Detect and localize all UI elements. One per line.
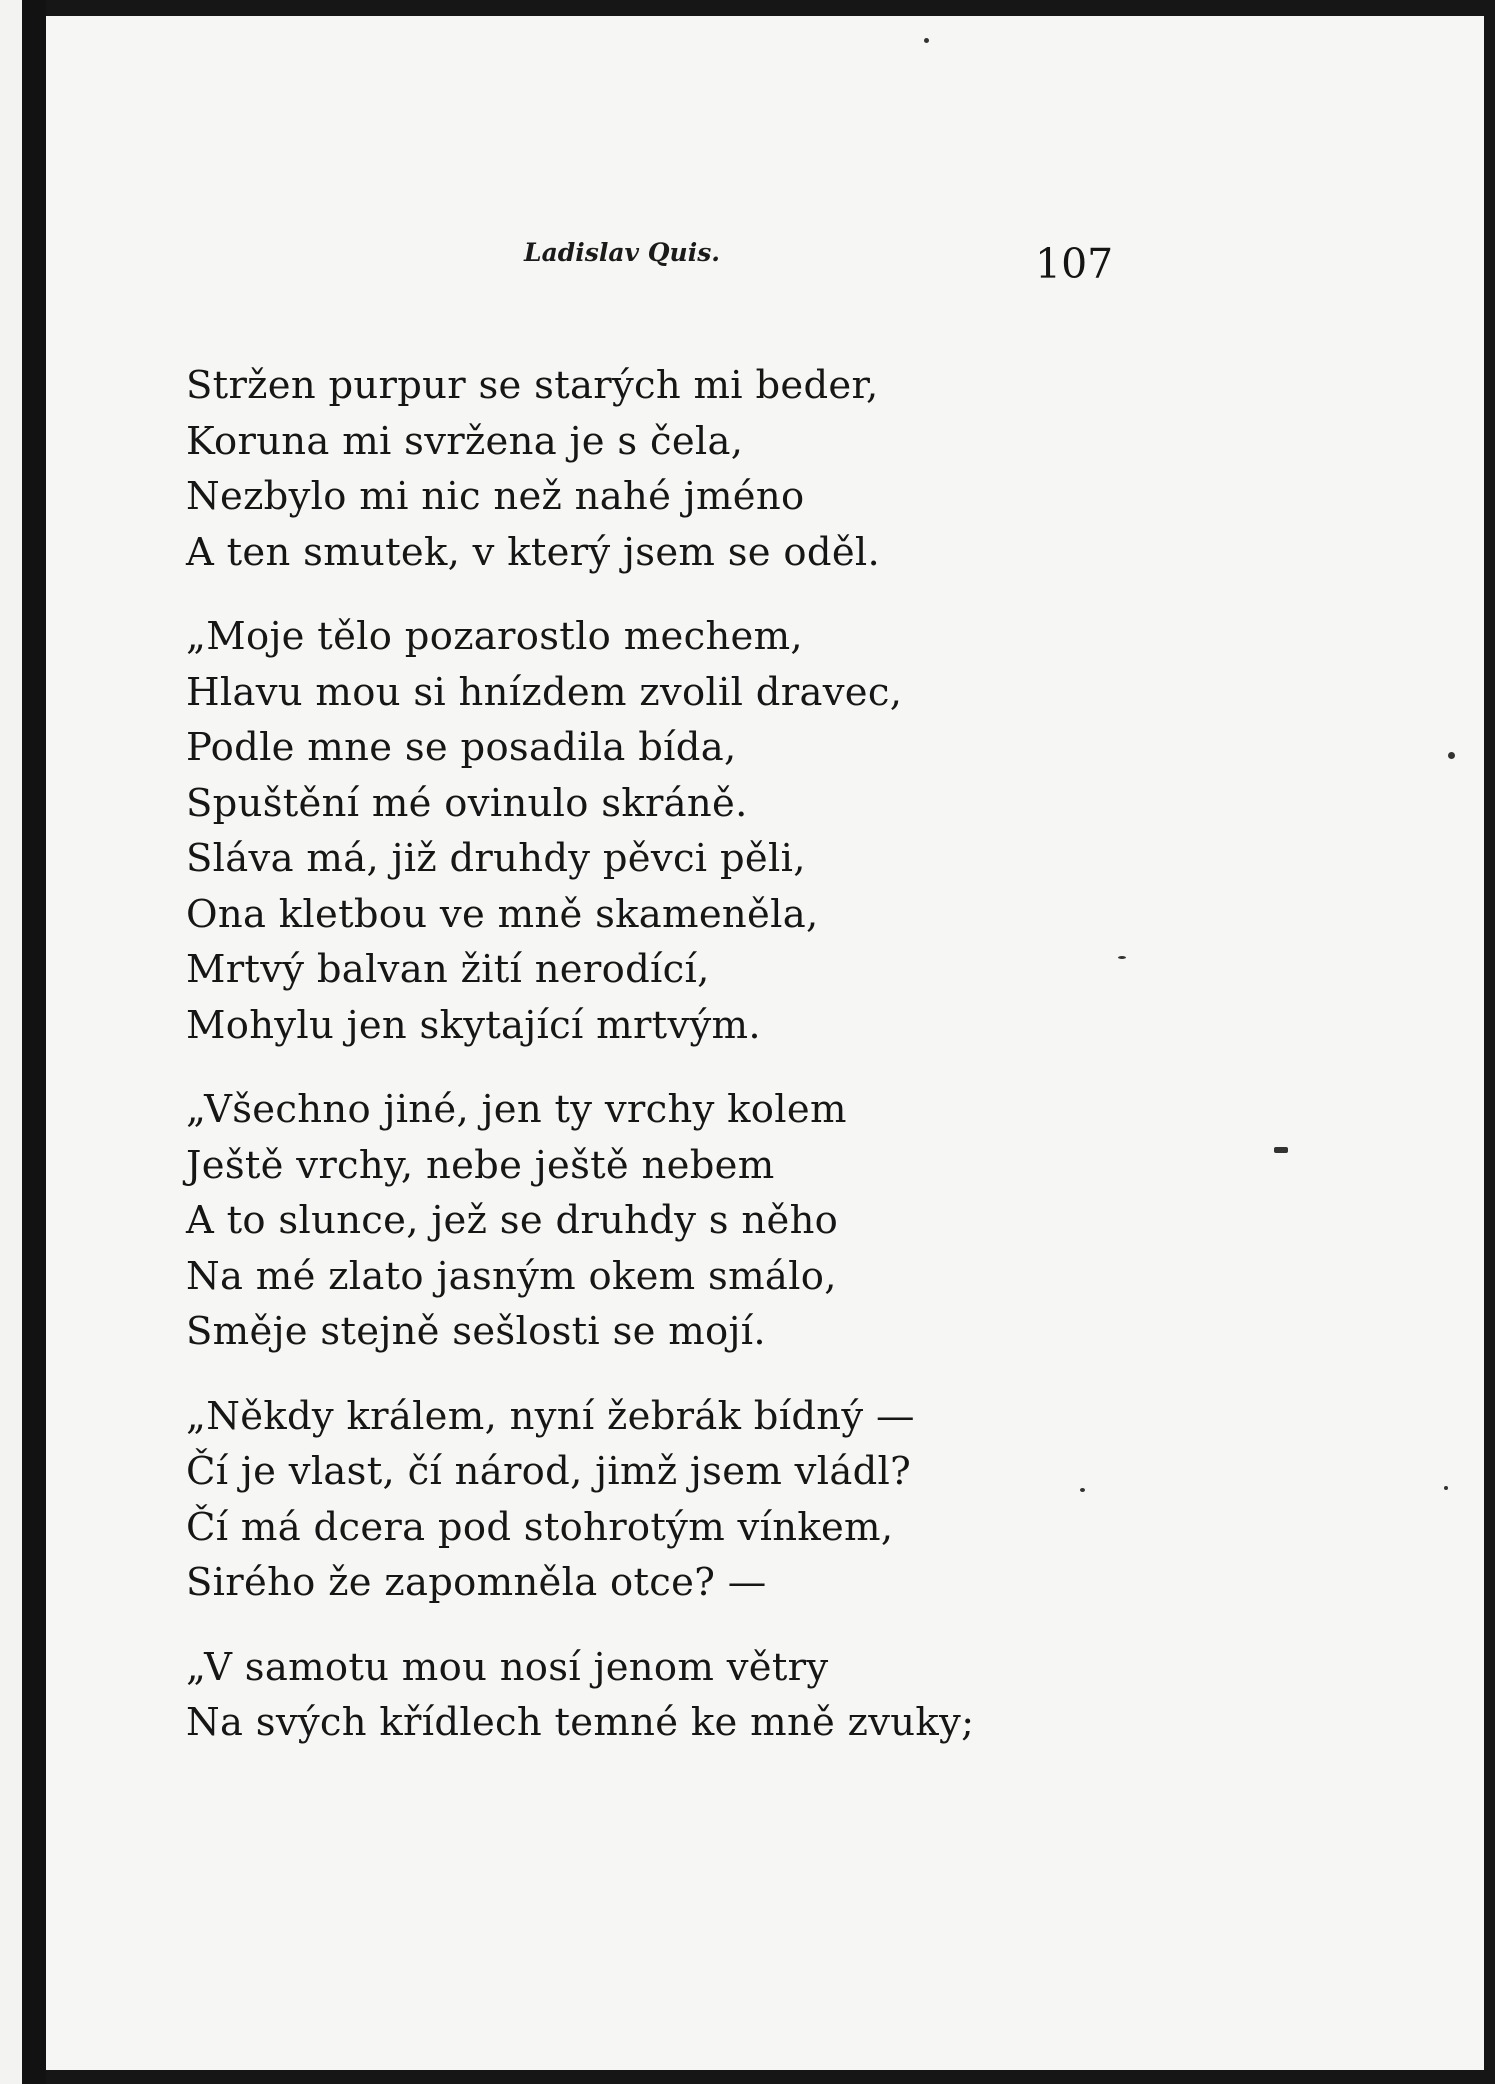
running-header-author: Ladislav Quis. [524, 238, 720, 267]
book-gutter [22, 0, 46, 2084]
poem-line: Čí má dcera pod stohrotým vínkem, [186, 1504, 894, 1550]
poem-line: Na svých křídlech temné ke mně zvuky; [186, 1700, 975, 1745]
stanza [186, 1389, 1216, 1611]
poem-line: Mrtvý balvan žití nerodící, [186, 947, 710, 992]
stanza [186, 358, 1216, 580]
poem-line: Směje stejně sešlosti se mojí. [186, 1309, 766, 1354]
stanza [186, 1082, 1216, 1360]
print-speck [1444, 1486, 1448, 1490]
stanza [186, 609, 1216, 1053]
poem-line: „Všechno jiné, jen ty vrchy kolem [186, 1087, 847, 1132]
print-speck [1274, 1147, 1288, 1153]
stanza [186, 1640, 1216, 1751]
poem-line: A ten smutek, v který jsem se oděl. [186, 529, 881, 575]
page-number: 107 [1035, 240, 1114, 288]
poem-line: Hlavu mou si hnízdem zvolil dravec, [186, 669, 903, 715]
facing-page-edge [0, 0, 22, 2084]
poem-line: „Moje tělo pozarostlo mechem, [186, 614, 803, 659]
print-speck [924, 38, 929, 43]
poem-line: Mohylu jen skytající mrtvým. [186, 1002, 761, 1048]
poem-line: „Někdy králem, nyní žebrák bídný — [186, 1393, 915, 1439]
poem-line: A to slunce, jež se druhdy s něho [186, 1198, 839, 1243]
poem-line: Čí je vlast, čí národ, jimž jsem vládl? [186, 1449, 912, 1494]
poem-line: Nezbylo mi nic než nahé jméno [186, 474, 805, 519]
poem-line: Ona kletbou ve mně skameněla, [186, 891, 819, 937]
poem-line: Koruna mi svržena je s čela, [186, 418, 744, 464]
poem-line: Na mé zlato jasným okem smálo, [186, 1253, 837, 1299]
poem-line: Stržen purpur se starých mi beder, [186, 363, 879, 408]
poem-line: Spuštění mé ovinulo skráně. [186, 780, 748, 826]
poem-line: Sirého že zapomněla otce? — [186, 1560, 767, 1605]
print-speck [1448, 752, 1455, 759]
poem-line: Ještě vrchy, nebe ještě nebem [186, 1142, 775, 1188]
poem-text [186, 358, 1216, 1780]
poem-line: „V samotu mou nosí jenom větry [186, 1644, 829, 1690]
poem-line: Podle mne se posadila bída, [186, 725, 737, 770]
poem-line: Sláva má, již druhdy pěvci pěli, [186, 836, 806, 881]
